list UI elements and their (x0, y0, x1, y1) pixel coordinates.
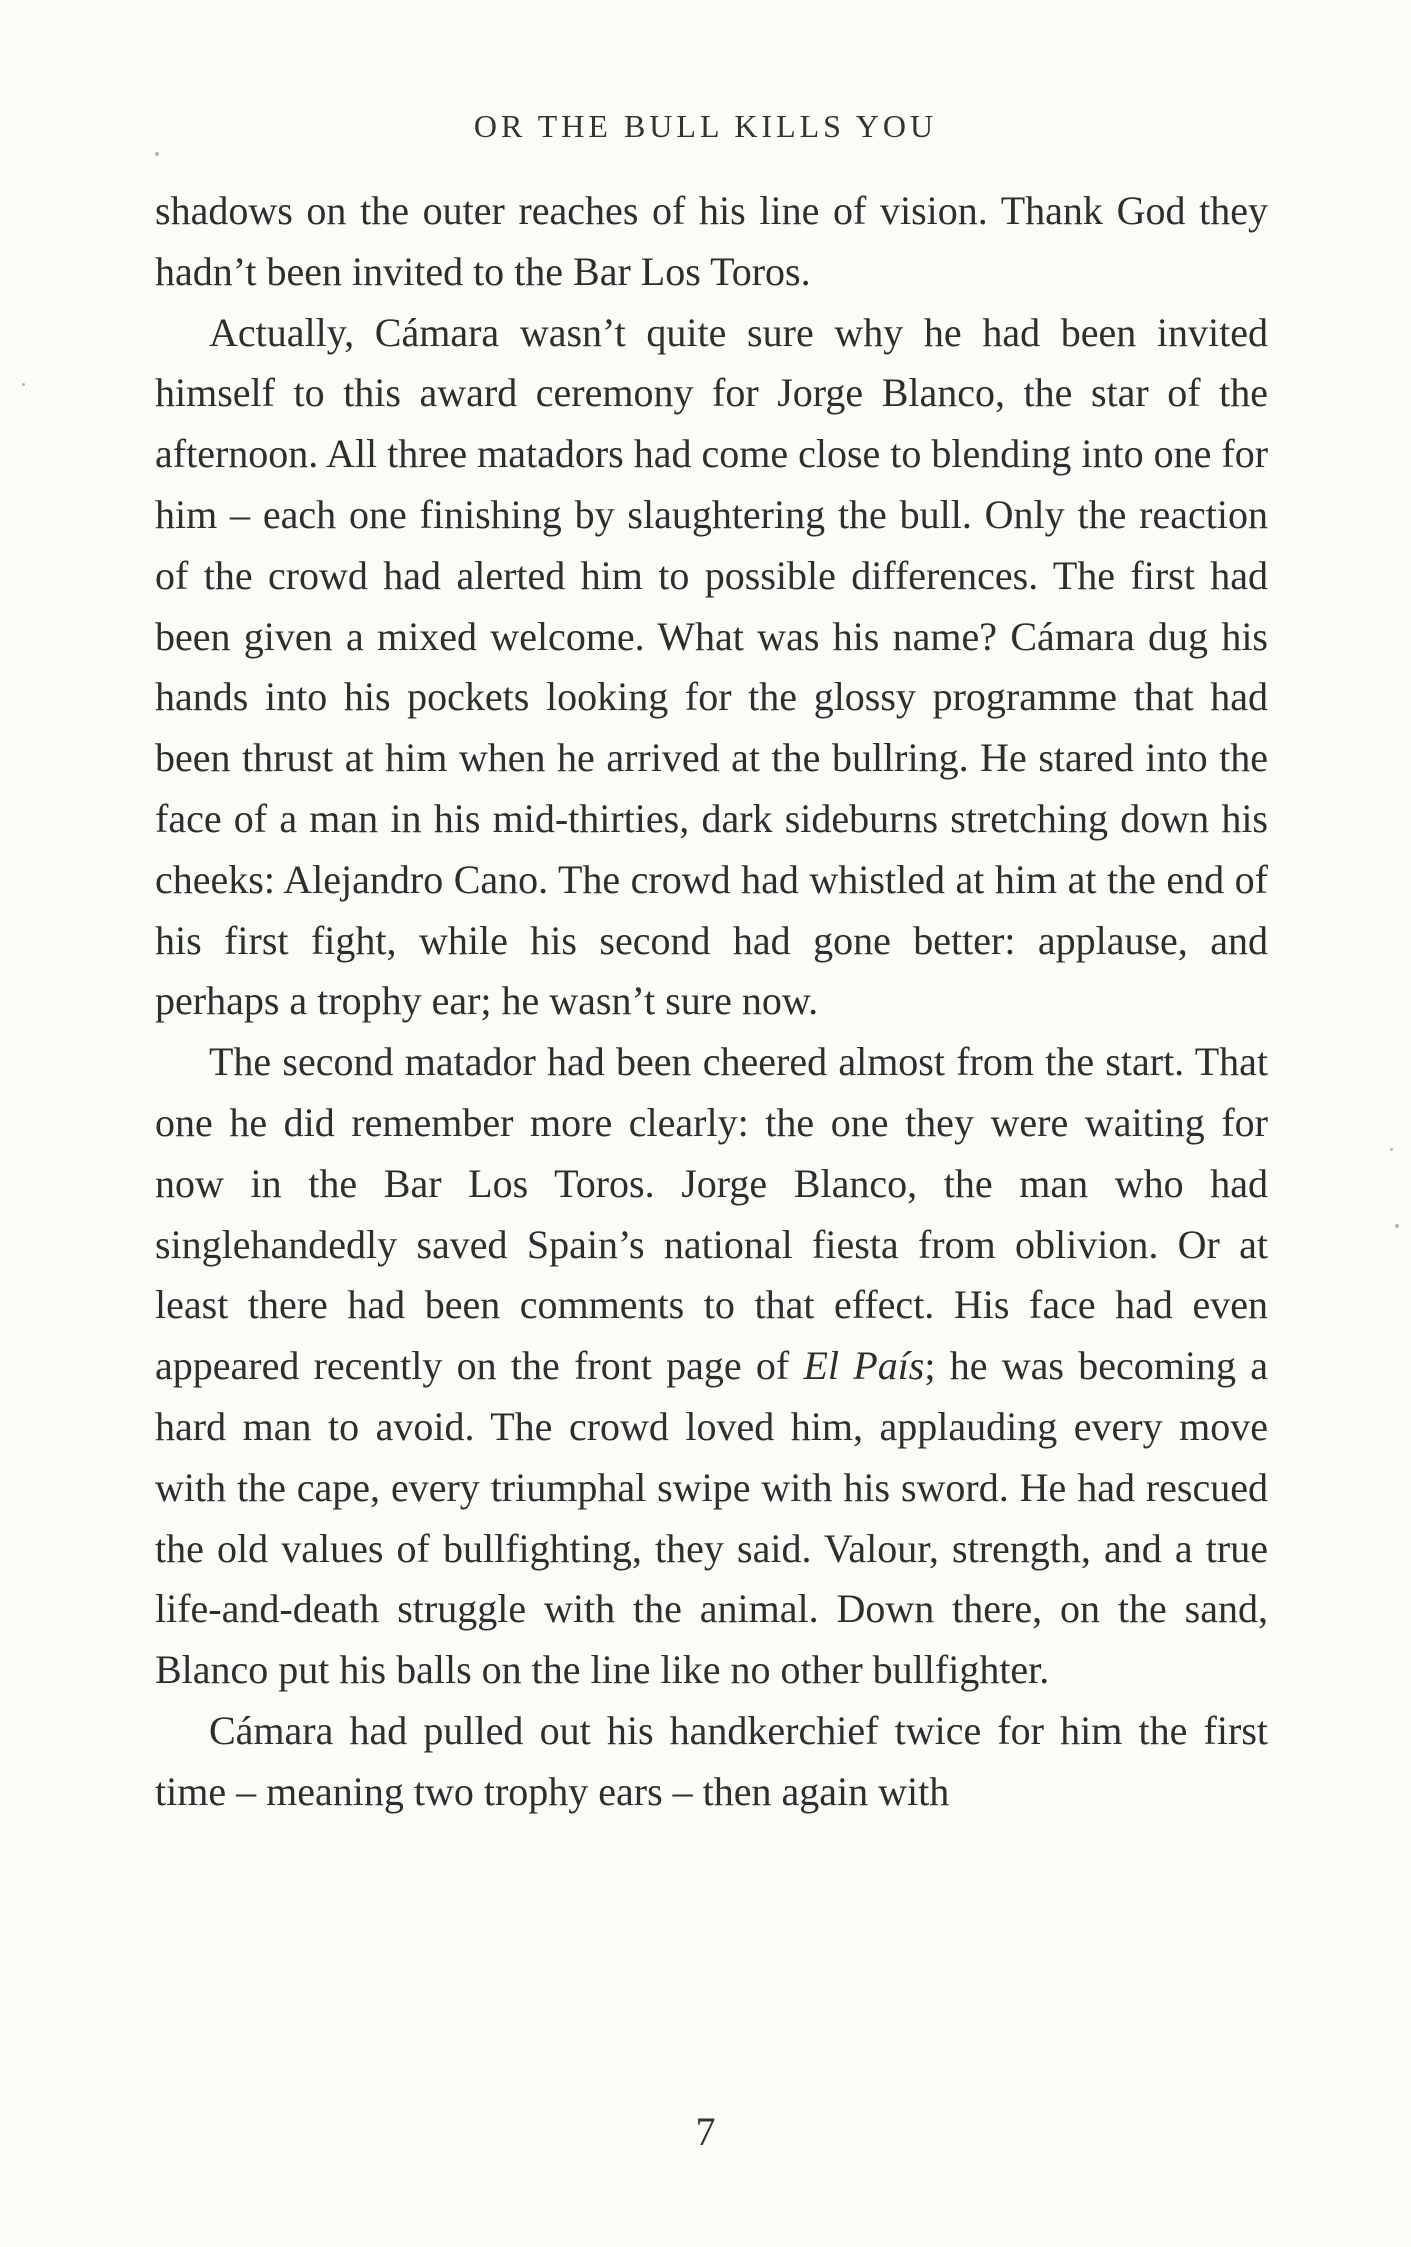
paragraph-text: The second matador had been cheered almost from the start. That one he did remember more clearly: the one they were waiting for now in the Bar Los Toros. Jorge Blanco, the man who had singlehandedly saved Spain’s national fiesta from oblivion. Or at least there had been comments to that effect. His face had even appeared recently on the front page of (155, 1039, 1268, 1389)
scan-speck (1395, 1224, 1399, 1228)
paragraph: shadows on the outer reaches of his line of vision. Thank God they hadn’t been invited to the Bar Los Toros. (155, 188, 1268, 294)
newspaper-title: El País (803, 1343, 925, 1389)
body-text (155, 181, 1268, 1823)
paragraph-text: ; he was becoming a hard man to avoid. The crowd loved him, applauding every move with the cape, every triumphal swipe with his sword. He had rescued the old values of bullfighting, they said. Valour, strength, and a true life-and-death struggle with the animal. Down there, on the sand, Blanco put his balls on the line like no other bullfighter. (155, 1343, 1269, 1693)
scan-speck (155, 152, 159, 156)
paragraph (155, 1032, 1268, 1701)
scan-speck (22, 383, 25, 386)
page-number: 7 (695, 2109, 716, 2154)
paragraph: Actually, Cámara wasn’t quite sure why he had been invited himself to this award ceremony for Jorge Blanco, the star of the afternoon. All three matadors had come close to blending into one for him – each one finishing by slaughtering the bull. Only the reaction of the crowd had alerted him to possible differences. The first had been given a mixed welcome. What was his name? Cámara dug his hands into his pockets looking for the glossy programme that had been thrust at him when he arrived at the bullring. He stared into the face of a man in his mid-thirties, dark sideburns stretching down his cheeks: Alejandro Cano. The crowd had whistled at him at the end of his first fight, while his second had gone better: applause, and perhaps a trophy ear; he wasn’t sure now. (155, 309, 1269, 1024)
paragraph: Cámara had pulled out his handkerchief twice for him the first time – meaning two trophy ears – then again with (155, 1707, 1268, 1814)
scan-speck (1390, 1148, 1393, 1151)
running-head: OR THE BULL KILLS YOU (473, 108, 938, 144)
